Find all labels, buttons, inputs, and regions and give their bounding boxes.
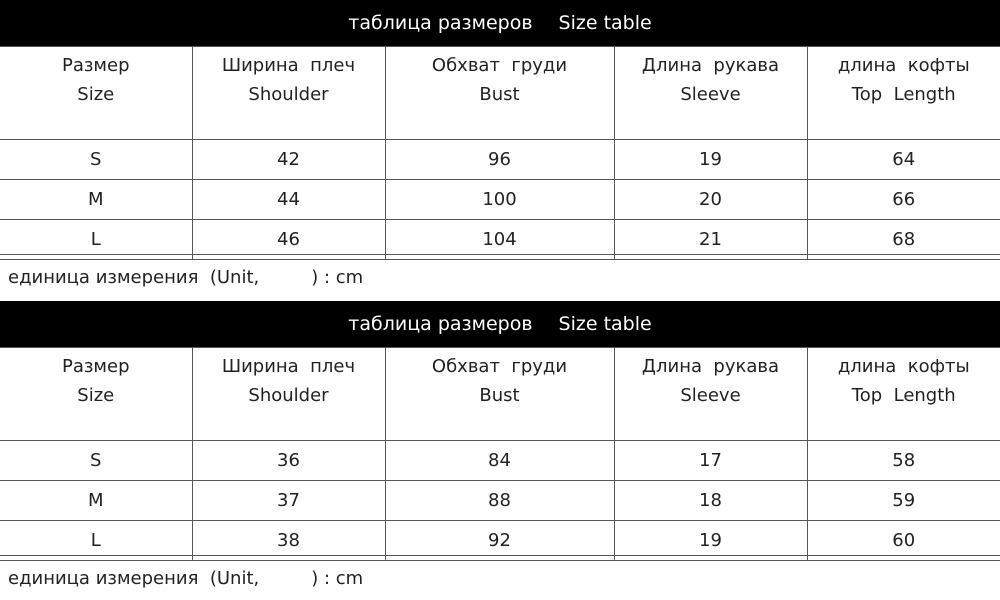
- table-cell: 44: [192, 180, 385, 220]
- table-cell: 19: [614, 140, 807, 180]
- header-cell-size: Размер Size: [0, 47, 192, 140]
- table-cell: S: [0, 441, 192, 481]
- unit-note: [0, 555, 1000, 600]
- table-row: [0, 481, 1000, 521]
- table-cell: L: [0, 521, 192, 561]
- table-cell: 42: [192, 140, 385, 180]
- size-table-block-1: [0, 0, 1000, 299]
- table-cell: 20: [614, 180, 807, 220]
- header-cell-sleeve: Длина рукава Sleeve: [614, 348, 807, 441]
- header-cell-top-length: длина кофты Top Length: [807, 348, 1000, 441]
- unit-value: ) : cm: [311, 266, 364, 288]
- table-cell: 38: [192, 521, 385, 561]
- table-cell: 18: [614, 481, 807, 521]
- size-table: [0, 347, 1000, 561]
- table-cell: 59: [807, 481, 1000, 521]
- table-title-ru: таблица размеров: [348, 313, 533, 335]
- table-cell: S: [0, 140, 192, 180]
- size-table: [0, 46, 1000, 260]
- table-row: [0, 441, 1000, 481]
- table-title-bar: [0, 0, 1000, 46]
- table-cell: L: [0, 220, 192, 260]
- table-cell: 88: [385, 481, 614, 521]
- table-title-bar: [0, 301, 1000, 347]
- table-cell: 60: [807, 521, 1000, 561]
- table-cell: M: [0, 481, 192, 521]
- table-title-en: Size table: [558, 12, 652, 34]
- unit-value: ) : cm: [311, 567, 364, 589]
- table-cell: 104: [385, 220, 614, 260]
- table-cell: 92: [385, 521, 614, 561]
- unit-label: единица измерения (Unit,: [8, 567, 260, 589]
- table-cell: M: [0, 180, 192, 220]
- table-cell: 21: [614, 220, 807, 260]
- header-cell-sleeve: Длина рукава Sleeve: [614, 47, 807, 140]
- table-cell: 96: [385, 140, 614, 180]
- header-cell-top-length: длина кофты Top Length: [807, 47, 1000, 140]
- header-cell-shoulder: Ширина плеч Shoulder: [192, 348, 385, 441]
- header-cell-shoulder: Ширина плеч Shoulder: [192, 47, 385, 140]
- table-cell: 17: [614, 441, 807, 481]
- header-cell-size: Размер Size: [0, 348, 192, 441]
- table-title-ru: таблица размеров: [348, 12, 533, 34]
- table-cell: 19: [614, 521, 807, 561]
- header-cell-bust: Обхват груди Bust: [385, 348, 614, 441]
- table-row: [0, 180, 1000, 220]
- header-row: [0, 47, 1000, 140]
- unit-label: единица измерения (Unit,: [8, 266, 260, 288]
- table-cell: 100: [385, 180, 614, 220]
- header-row: [0, 348, 1000, 441]
- table-cell: 64: [807, 140, 1000, 180]
- table-cell: 36: [192, 441, 385, 481]
- table-cell: 58: [807, 441, 1000, 481]
- size-table-block-2: [0, 301, 1000, 600]
- table-cell: 66: [807, 180, 1000, 220]
- table-cell: 37: [192, 481, 385, 521]
- table-cell: 68: [807, 220, 1000, 260]
- header-cell-bust: Обхват груди Bust: [385, 47, 614, 140]
- table-cell: 84: [385, 441, 614, 481]
- table-title-en: Size table: [558, 313, 652, 335]
- unit-note: [0, 254, 1000, 299]
- table-cell: 46: [192, 220, 385, 260]
- table-row: [0, 140, 1000, 180]
